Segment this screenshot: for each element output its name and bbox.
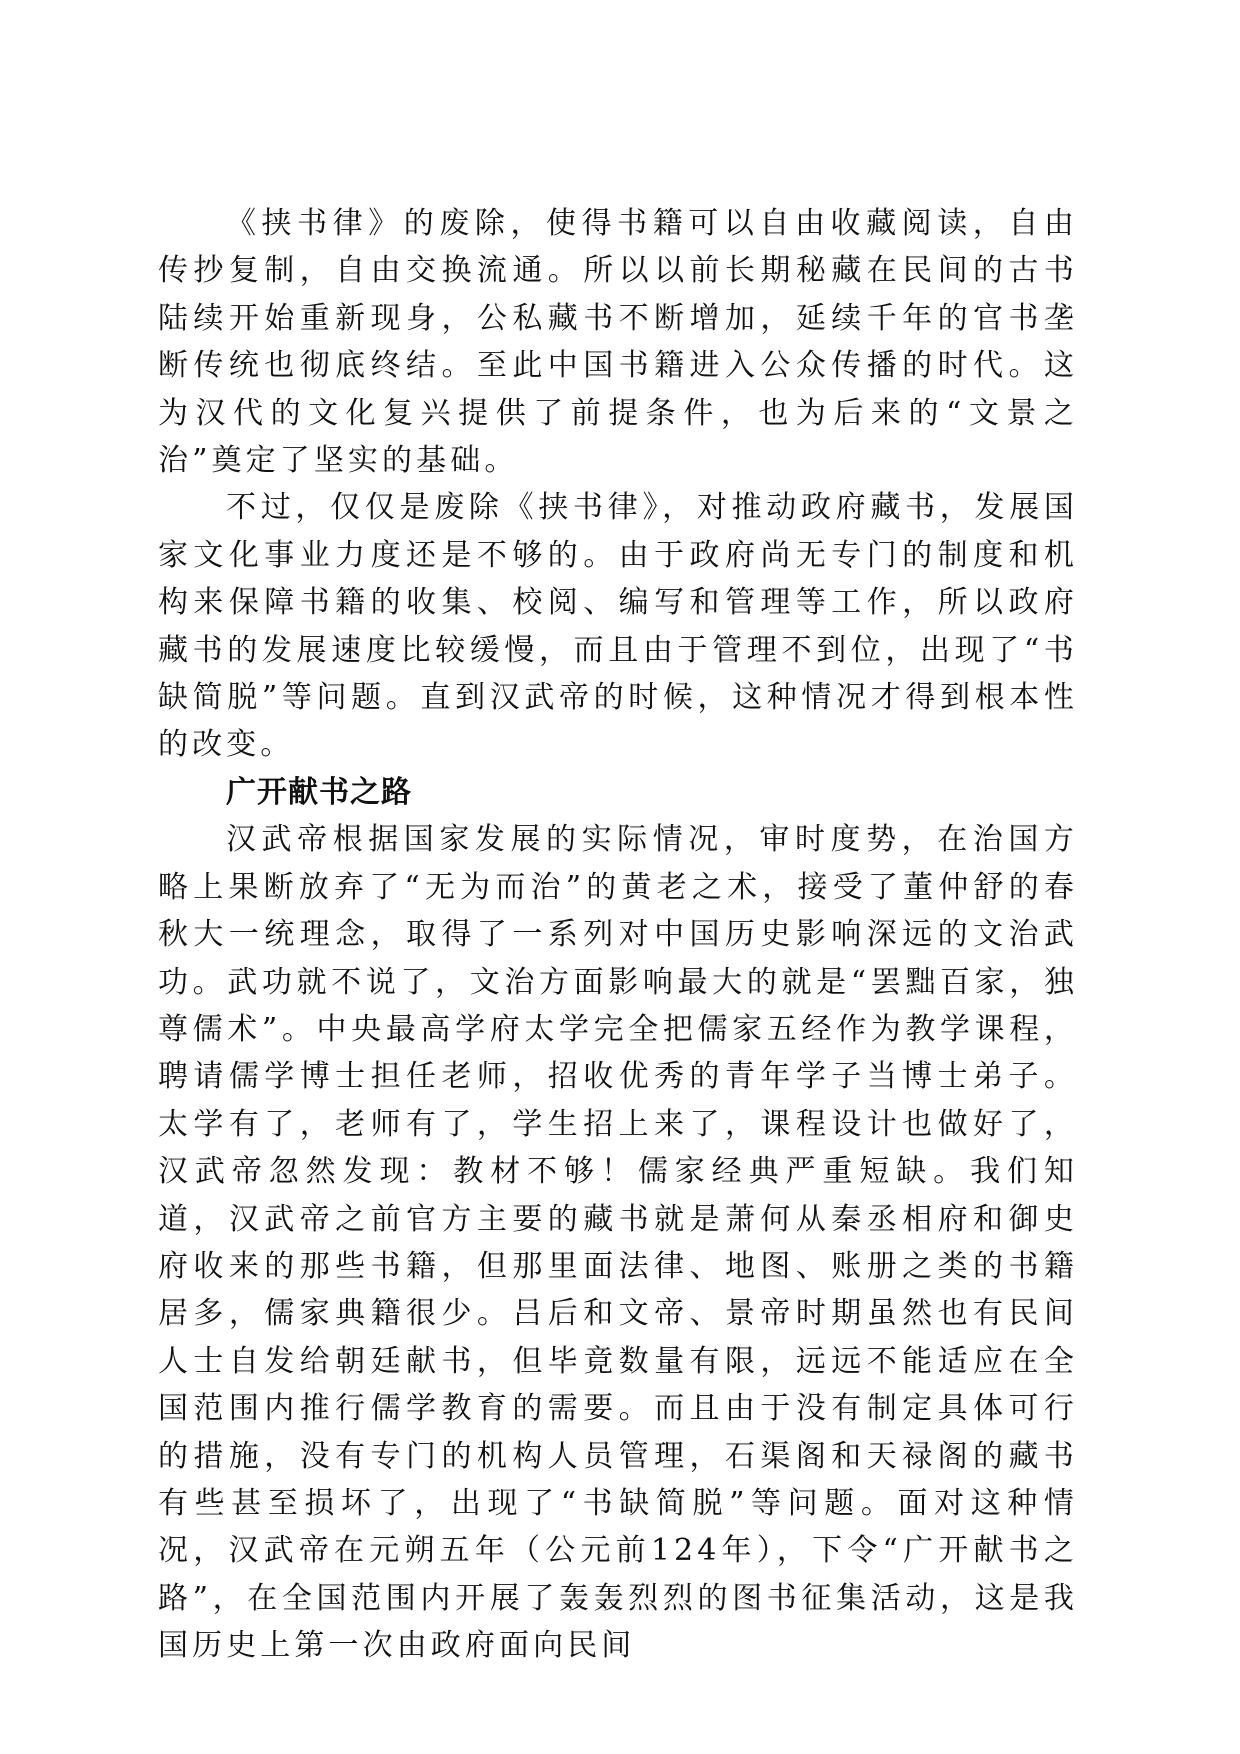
paragraph-insufficient-effort: 不过，仅仅是废除《挟书律》，对推动政府藏书，发展国家文化事业力度还是不够的。由于政府尚无专门的制度和机构来保障书籍的收集、校阅、编写和管理等工作，所以政府藏书的发展速度比较缓慢，而且由于管理不到位，出现了“书缺简脱”等问题。直到汉武帝的时候，这种情况才得到根本性的改变。 xyxy=(158,490,1078,763)
paragraph-emperor-wu: 汉武帝根据国家发展的实际情况，审时度势，在治国方略上果断放弃了“无为而治”的黄老之术，接受了董仲舒的春秋大一统理念，取得了一系列对中国历史影响深远的文治武功。武功就不说了，文治方面影响最大的就是“罢黜百家，独尊儒术”。中央最高学府太学完全把儒家五经作为教学课程，聘请儒学博士担任老师，招收优秀的青年学子当博士弟子。太学有了，老师有了，学生招上来了，课程设计也做好了，汉武帝忽然发现：教材不够！儒家经典严重短缺。我们知道，汉武帝之前官方主要的藏书就是萧何从秦丞相府和御史府收来的那些书籍，但那里面法律、地图、账册之类的书籍居多，儒家典籍很少。吕后和文帝、景帝时期虽然也有民间人士自发给朝廷献书，但毕竟数量有限，远远不能适应在全国范围内推行儒学教育的需要。而且由于没有制定具体可行的措施，没有专门的机构人员管理，石渠阁和天禄阁的藏书有些甚至损坏了，出现了“书缺简脱”等问题。面对这种情况，汉武帝在元朔五年（公元前124年），下令“广开献书之路”，在全国范围内开展了轰轰烈烈的图书征集活动，这是我国历史上第一次由政府面向民间 xyxy=(158,822,1078,1664)
section-heading: 广开献书之路 xyxy=(226,774,412,810)
paragraph-abolition-of-law: 《挟书律》的废除，使得书籍可以自由收藏阅读，自由传抄复制，自由交换流通。所以以前长期秘藏在民间的古书陆续开始重新现身，公私藏书不断增加，延续千年的官书垄断传统也彻底终结。至此中国书籍进入公众传播的时代。这为汉代的文化复兴提供了前提条件，也为后来的“文景之治”奠定了坚实的基础。 xyxy=(158,206,1078,479)
document-body xyxy=(158,200,1078,1670)
